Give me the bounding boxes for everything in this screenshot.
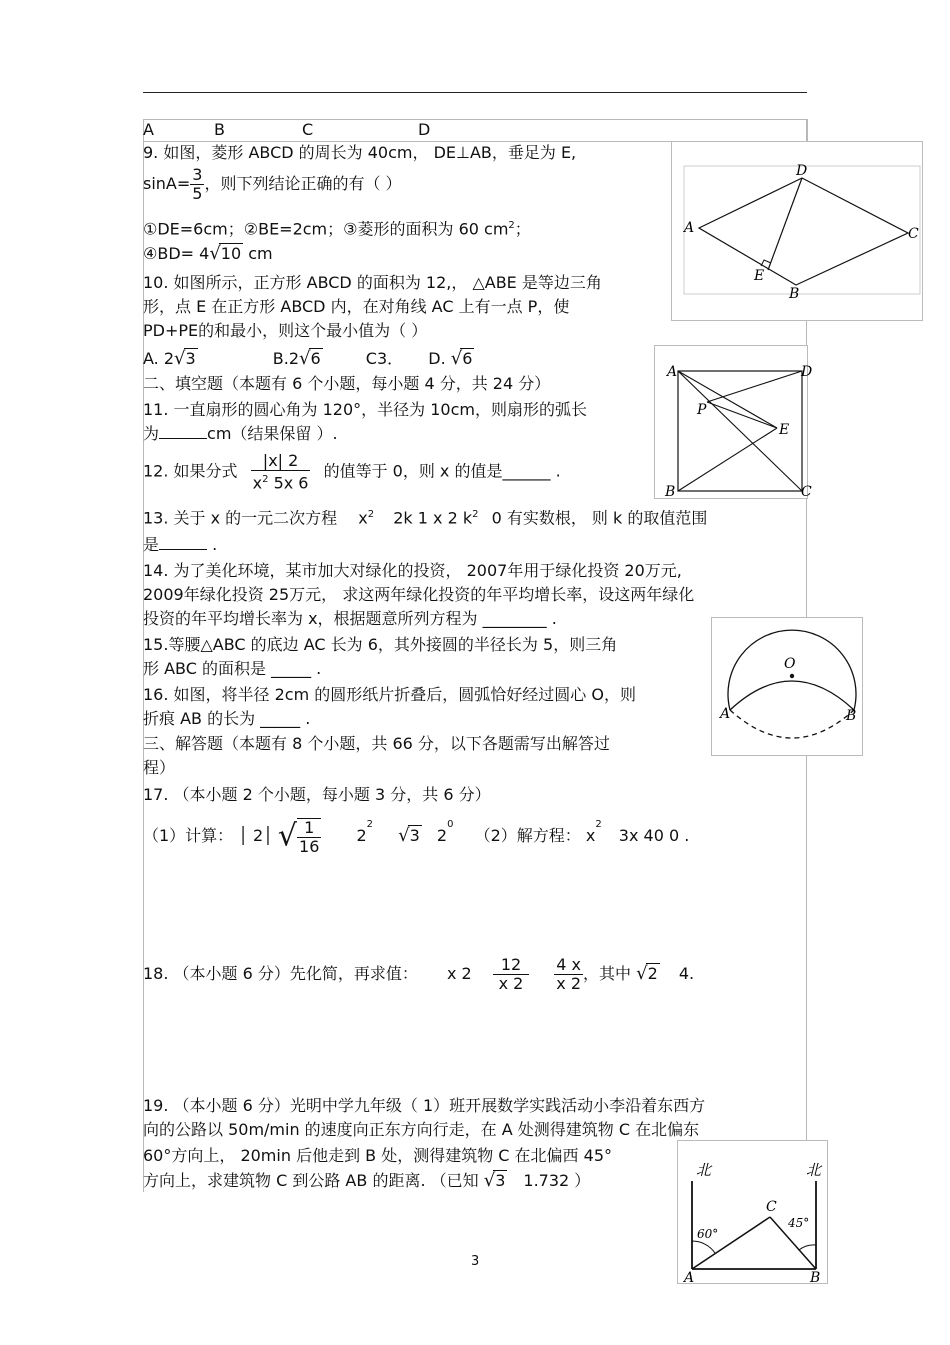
angle-arc-a: [692, 1241, 715, 1253]
choice-b: B: [214, 120, 225, 139]
q9-sin-den: 5: [192, 184, 203, 203]
square-label-c: C: [801, 484, 812, 500]
rhombus-diagram: [672, 142, 922, 320]
q13-line2: [143, 535, 217, 555]
rhombus-label-d: D: [796, 163, 808, 179]
q9-sin-num: 3: [192, 165, 203, 184]
sqrt-icon: √: [483, 1170, 496, 1191]
q19-line4: [143, 1171, 590, 1191]
q12-den-rest: 5x 6: [268, 473, 309, 493]
q18-f1-num: 12: [493, 956, 529, 975]
q18-fraction-1: [493, 956, 529, 993]
q11-line2-b: cm（结果保留 ）.: [207, 424, 338, 443]
q9-line4-rad: 10: [220, 244, 242, 263]
q9-line3-sup: 2: [508, 220, 515, 231]
q17-title: 17. （本小题 2 个小题，每小题 3 分，共 6 分）: [143, 785, 491, 804]
q9-line3: [143, 216, 531, 239]
q16-line1: 16. 如图，将半径 2cm 的圆形纸片折叠后，圆弧恰好经过圆心 O，则: [143, 685, 636, 704]
north-label-right: 北: [806, 1161, 822, 1179]
answer-blank: [159, 535, 207, 550]
q18-fraction-2: [554, 956, 583, 993]
q18-expression: [143, 956, 694, 993]
angle-label-45: 45°: [788, 1216, 810, 1230]
center-point: [790, 674, 794, 678]
q17-rad3: 3: [409, 826, 420, 845]
q13-eq-sup1: 2: [367, 509, 375, 520]
q10-line2: 形，点 E 在正方形 ABCD 内，在对角线 AC 上有一点 P，使: [143, 297, 570, 316]
circle-label-a: A: [720, 706, 731, 722]
q12-fraction: [251, 452, 311, 492]
q12-line: [143, 452, 561, 492]
q9-line4-end: cm: [243, 244, 273, 263]
q13-eq-mid: 2k 1 x 2 k: [393, 508, 473, 528]
segment-pd: [707, 371, 802, 402]
q12-den-x: x: [252, 473, 263, 493]
q18-end: 4.: [678, 964, 695, 983]
q11-line2-a: 为: [143, 424, 160, 443]
q18-f1-den: x 2: [498, 974, 524, 993]
q17-eq-sup: 2: [595, 819, 602, 830]
choice-a: A: [143, 120, 154, 139]
bearing-label-b: B: [810, 1270, 821, 1286]
square-label-a: A: [667, 364, 678, 380]
q18-f2-num: 4 x: [556, 955, 581, 974]
q19-line3: 60°方向上， 20min 后他走到 B 处，测得建筑物 C 在北偏西 45°: [143, 1146, 613, 1165]
square-label-e: E: [779, 422, 790, 438]
q10-opt-a: A. 2: [143, 349, 175, 368]
rhombus-label-e: E: [754, 268, 765, 284]
section3-line2: 程）: [143, 758, 176, 777]
q17-part1-label: （1）计算：: [143, 826, 234, 845]
q17-abs: │ 2│: [238, 826, 273, 845]
q10-opt-d-rad: 6: [462, 349, 473, 368]
q9-sin-suffix: ，则下列结论正确的有（ ）: [204, 174, 402, 193]
circle-label-o: O: [784, 656, 796, 672]
q14-line2: 2009年绿化投资 25万元， 求这两年绿化投资的年平均增长率，设这两年绿化: [143, 585, 695, 604]
q19-line2: 向的公路以 50m/min 的速度向正东方向行走，在 A 处测得建筑物 C 在北偏东: [143, 1120, 700, 1139]
square-label-d: D: [801, 364, 813, 380]
q17-part2-label: （2）解方程：: [474, 826, 581, 845]
rhombus-figure: [671, 141, 923, 321]
q17-two-a: 2: [356, 826, 367, 845]
q9-line3-text: ①DE=6cm；②BE=2cm；③菱形的面积为 60 cm: [143, 219, 509, 239]
sqrt-icon: √: [209, 243, 221, 264]
bearing-figure: [677, 1140, 828, 1284]
folded-arc-dashed: [730, 708, 857, 738]
bearing-label-a: A: [684, 1270, 695, 1286]
rhombus-label-b: B: [789, 286, 800, 302]
sqrt-icon: √: [277, 818, 298, 854]
q17-sup-a: 2: [366, 819, 374, 830]
circle-label-b: B: [846, 708, 857, 724]
q15-line1: 15.等腰△ABC 的底边 AC 长为 6，其外接圆的半径长为 5，则三角: [143, 635, 618, 654]
bearing-label-c: C: [766, 1199, 777, 1215]
q18-where: ，其中: [583, 964, 632, 983]
q15-line2: 形 ABC 的面积是 _____ .: [143, 659, 322, 678]
q10-opt-b: B.2: [272, 349, 300, 368]
q12-suffix: 的值等于 0，则 x 的值是______ .: [323, 461, 561, 481]
q17-sqrt-fraction: [297, 818, 321, 856]
q14-line1: 14. 为了美化环境，某市加大对绿化的投资， 2007年用于绿化投资 20万元,: [143, 561, 682, 580]
q13-line2-a: 是: [143, 535, 160, 554]
q14-line3: 投资的年平均增长率为 x，根据题意所列方程为 ________ .: [143, 609, 557, 628]
q12-den: [251, 471, 311, 492]
segment-be: [678, 428, 777, 491]
circle-figure: [711, 617, 863, 756]
square-label-p: P: [697, 402, 707, 418]
rhombus-label-a: A: [684, 220, 695, 236]
q17-frac-den: 16: [299, 836, 320, 856]
q17-two-b: 2: [436, 826, 448, 845]
header-rule: [143, 92, 807, 93]
fold-arc: [730, 681, 854, 710]
q17-eq-rest: 3x 40 0 .: [618, 826, 690, 845]
q17-eq-x: x: [585, 826, 596, 845]
q9-line4-text: ④BD= 4: [143, 244, 210, 263]
sqrt-icon: √: [174, 348, 186, 369]
q18-expr: x 2: [446, 964, 472, 983]
sqrt-icon: √: [299, 348, 311, 369]
q10-opt-b-rad: 6: [310, 349, 321, 368]
q19-line1: 19. （本小题 6 分）光明中学九年级（ 1）班开展数学实践活动小李沿着东西方: [143, 1096, 706, 1115]
q10-opt-d: D.: [428, 349, 446, 368]
sqrt-icon: √: [450, 348, 463, 369]
q12-prefix: 12. 如果分式: [143, 461, 238, 481]
q13-line2-b: .: [212, 535, 218, 554]
north-label-left: 北: [696, 1161, 712, 1179]
page-number: 3: [471, 1254, 480, 1269]
q10-line3: PD+PE的和最小，则这个最小值为（ ）: [143, 321, 428, 340]
angle-label-60: 60°: [697, 1227, 719, 1241]
q13-eq-x: x: [358, 508, 368, 528]
angle-arc-b: [799, 1245, 816, 1250]
segment-pe: [707, 402, 777, 428]
q13-eq-sup2: 2: [472, 509, 479, 520]
q9-line3-end: ；: [514, 219, 531, 239]
q17-expression: [143, 816, 689, 856]
q10-opt-a-rad: 3: [185, 349, 196, 368]
q9-sin-fraction: [190, 166, 204, 203]
q17-frac-num: 1: [297, 819, 321, 838]
square-figure: [654, 345, 813, 500]
q11-line1: 11. 一直扇形的圆心角为 120°，半径为 10cm，则扇形的弧长: [143, 400, 587, 419]
q10-options: [143, 349, 474, 369]
q19-line4-b: 1.732 ）: [523, 1171, 591, 1190]
q9-line4: [143, 244, 273, 264]
q18-rad2: 2: [647, 964, 658, 983]
q12-den-sup: 2: [262, 474, 269, 485]
q19-line4-rad: 3: [495, 1171, 506, 1190]
choice-c: C: [302, 120, 314, 139]
q16-line2: 折痕 AB 的长为 _____ .: [143, 709, 311, 728]
q13-line1-a: 13. 关于 x 的一元二次方程: [143, 508, 338, 528]
section2-heading: 二、填空题（本题有 6 个小题，每小题 4 分，共 24 分）: [143, 374, 551, 393]
sqrt-icon: √: [636, 963, 648, 984]
answer-blank: [159, 424, 207, 439]
rhombus-label-c: C: [908, 226, 919, 242]
q17-sup-b: 0: [447, 819, 454, 830]
choice-d: D: [418, 120, 431, 139]
q9-sin-prefix: sinA=: [143, 174, 191, 193]
q18-f2-den: x 2: [556, 974, 581, 993]
q13-line1-b: 0 有实数根， 则 k 的取值范围: [491, 508, 708, 528]
bearing-diagram: [678, 1141, 827, 1286]
q10-line1: 10. 如图所示，正方形 ABCD 的面积为 12,， △ABE 是等边三角: [143, 273, 602, 292]
table-frame-top: [143, 119, 808, 142]
rhombus-shape: [699, 178, 908, 285]
q10-opt-c: C3．: [365, 349, 404, 368]
q9-line2: [143, 166, 402, 203]
circle-diagram: [712, 618, 862, 755]
q13-line1: [143, 505, 707, 528]
q11-line2: [143, 424, 338, 444]
q19-line4-a: 方向上，求建筑物 C 到公路 AB 的距离. （已知: [143, 1171, 479, 1190]
section3-line1: 三、解答题（本题有 8 个小题，共 66 分，以下各题需写出解答过: [143, 734, 610, 753]
table-frame-right-lower: [806, 755, 807, 1142]
square-label-b: B: [665, 484, 676, 500]
q12-num: |x| 2: [251, 452, 311, 471]
q18-prefix: 18. （本小题 6 分）先化简，再求值：: [143, 964, 418, 983]
square-diagram: [655, 346, 813, 500]
sqrt-icon: √: [398, 825, 410, 846]
rhombus-image-frame: [684, 166, 920, 294]
q9-line1: 9. 如图，菱形 ABCD 的周长为 40cm， DE⊥AB，垂足为 E,: [143, 143, 577, 162]
